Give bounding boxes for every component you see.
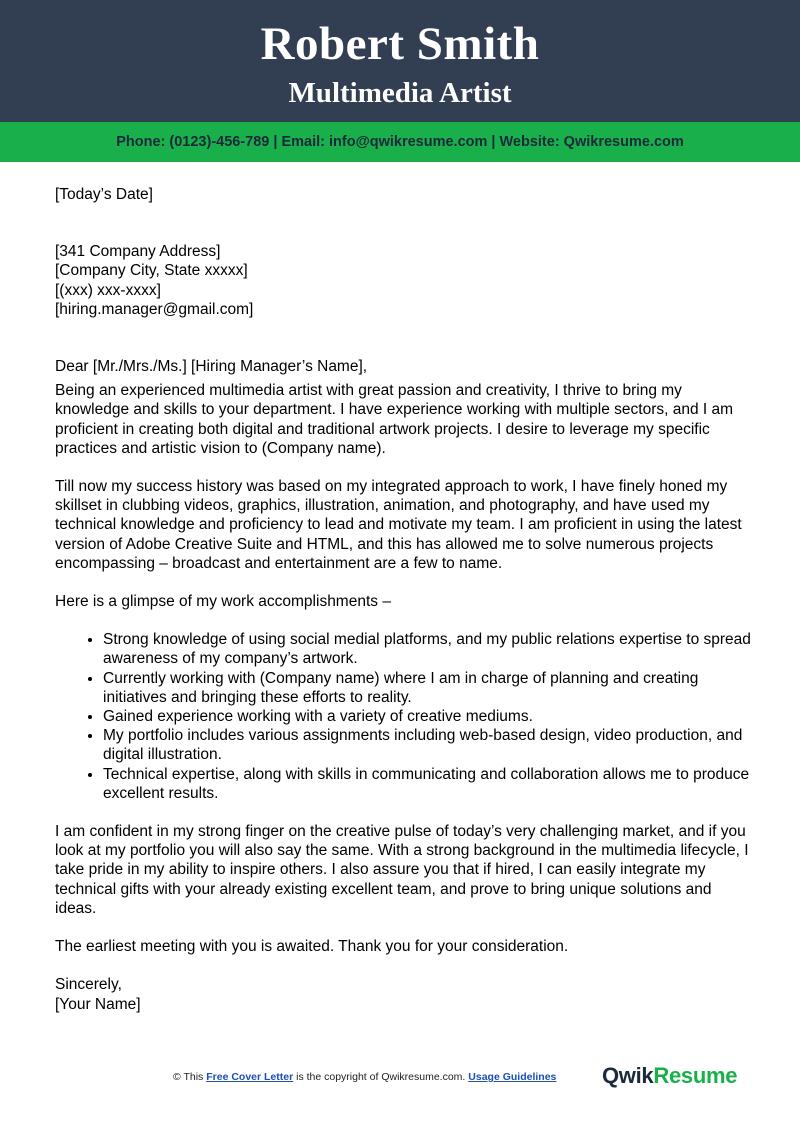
- letter-date: [Today’s Date]: [55, 186, 153, 203]
- copyright-middle: is the copyright of Qwikresume.com.: [296, 1071, 466, 1083]
- letter-header: [0, 0, 800, 122]
- address-line: [Company City, State xxxxx]: [55, 262, 248, 280]
- closing: Sincerely,: [55, 976, 122, 994]
- paragraph-closing: The earliest meeting with you is awaited. Thank you for your consideration.: [55, 938, 569, 956]
- accomplishments-intro: Here is a glimpse of my work accomplishments –: [55, 593, 391, 611]
- paragraph-experience: Till now my success history was based on my integrated approach to work, I have finely honed my skillset in clubbing videos, graphics, illustration, animation, and photography, and have used my technical knowledge and proficiency to lead and motivate my team. I am proficient in using the latest version of Adobe Creative Suite and HTML, and this has allowed me to solve numerous projects encompassing – broadcast and entertainment are a few to name.: [55, 478, 742, 572]
- footer: [0, 1060, 800, 1096]
- list-item: • Strong knowledge of using social medial platforms, and my public relations expertise to spread awareness of my company’s artwork.: [103, 630, 755, 668]
- applicant-name: Robert Smith: [260, 18, 540, 70]
- copyright-notice: [173, 1071, 556, 1083]
- free-cover-letter-link[interactable]: Free Cover Letter: [206, 1071, 294, 1083]
- address-line: [hiring.manager@gmail.com]: [55, 300, 254, 318]
- paragraph-confidence: I am confident in my strong finger on the creative pulse of today’s very challenging market, and if you look at my portfolio you will also say the same. With a strong background in the multimedia lifecycle, I take pride in my ability to inspire others. I also assure you that if hired, I can easily integrate my technical gifts with your already existing excellent team, and prove to bring unique solutions and ideas.: [55, 823, 749, 917]
- salutation: Dear [Mr./Mrs./Ms.] [Hiring Manager’s Name],: [55, 358, 368, 376]
- address-line: [341 Company Address]: [55, 243, 221, 261]
- contact-bar: Phone: (0123)-456-789 | Email: info@qwikresume.com | Website: Qwikresume.com: [0, 122, 800, 162]
- list-item: • My portfolio includes various assignments including web-based design, video production, and digital illustration.: [103, 726, 755, 764]
- usage-guidelines-link[interactable]: Usage Guidelines: [468, 1071, 557, 1083]
- list-item: • Gained experience working with a variety of creative mediums.: [103, 707, 755, 726]
- copyright-prefix: © This: [173, 1071, 204, 1083]
- applicant-title: Multimedia Artist: [288, 77, 512, 109]
- qwikresume-logo: QwikResume: [602, 1063, 738, 1088]
- list-item: • Technical expertise, along with skills in communicating and collaboration allows me to produce excellent results.: [103, 765, 755, 803]
- paragraph-intro: Being an experienced multimedia artist with great passion and creativity, I thrive to bring my knowledge and skills to your department. I have experience working with multiple sectors, and I am proficient in creating both digital and traditional artwork projects. I desire to leverage my specific practices and artistic vision to (Company name).: [55, 382, 734, 457]
- signature: [Your Name]: [55, 995, 141, 1013]
- accomplishments-list: [55, 630, 755, 803]
- list-item: • Currently working with (Company name) where I am in charge of planning and creating initiatives and bringing these efforts to reality.: [103, 669, 755, 707]
- address-line: [(xxx) xxx-xxxx]: [55, 281, 161, 299]
- letter-body: [55, 185, 755, 1014]
